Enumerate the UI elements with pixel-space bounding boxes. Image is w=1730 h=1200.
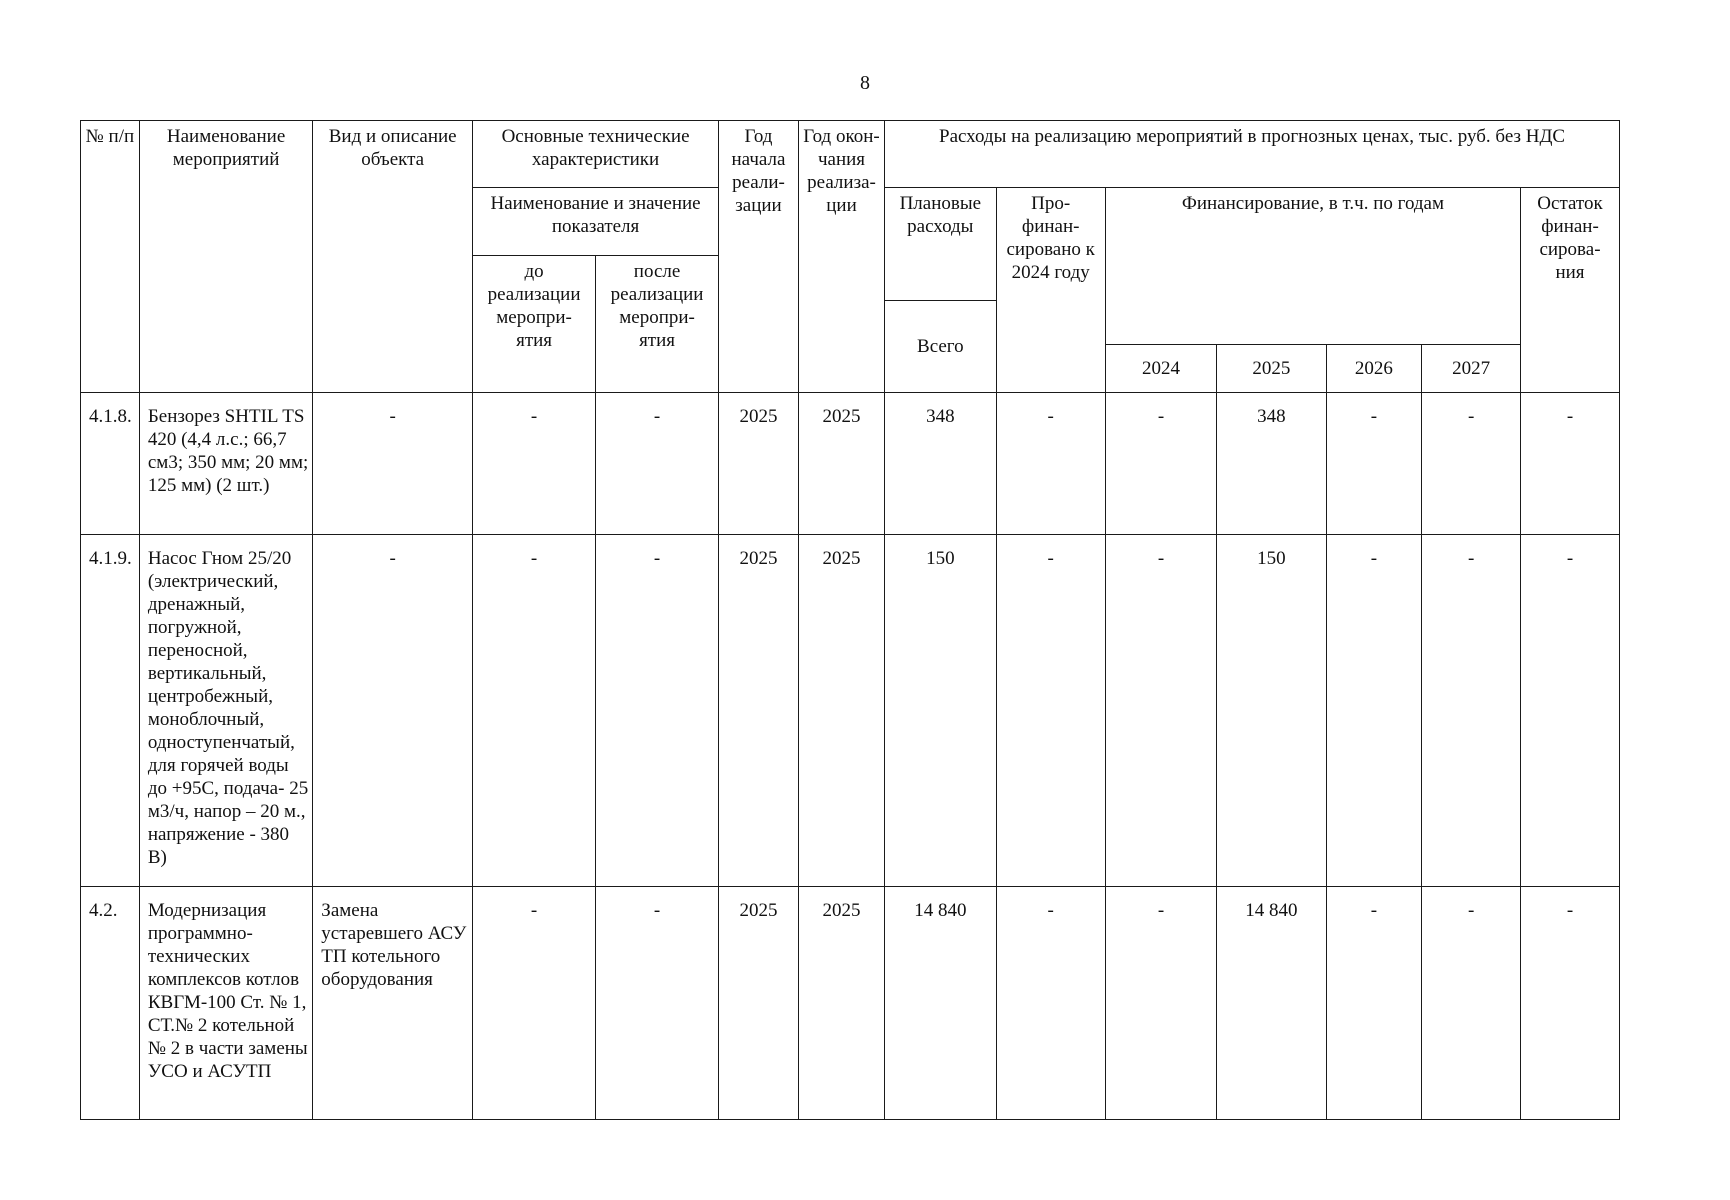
row-after: - — [596, 535, 719, 887]
header-year-end: Год окон- чания реализа- ции — [798, 121, 884, 393]
header-year-2025: 2025 — [1217, 345, 1326, 393]
row-remainder: - — [1521, 887, 1620, 1120]
row-2027: - — [1422, 393, 1521, 535]
header-after: после реализации меропри- ятия — [596, 256, 719, 393]
row-2024: - — [1105, 393, 1216, 535]
row-financed: - — [996, 535, 1105, 887]
header-year-2026: 2026 — [1326, 345, 1422, 393]
row-object: Замена устаревшего АСУ ТП котельного оборудования — [313, 887, 473, 1120]
header-year-2027: 2027 — [1422, 345, 1521, 393]
header-financed: Про- финан- сировано к 2024 году — [996, 188, 1105, 393]
table-header — [81, 121, 1620, 393]
row-after: - — [596, 887, 719, 1120]
measures-table — [80, 120, 1620, 1120]
row-name: Модернизация программно- технических комплексов котлов КВГМ-100 Ст. № 1, СТ.№ 2 котельной № 2 в части замены УСО и АСУТП — [139, 887, 312, 1120]
row-2026: - — [1326, 393, 1422, 535]
header-before: до реализации меропри- ятия — [473, 256, 596, 393]
row-num: 4.1.9. — [81, 535, 140, 887]
header-year-start: Год начала реали- зации — [719, 121, 799, 393]
header-remainder: Остаток финан- сирова- ния — [1521, 188, 1620, 393]
row-before: - — [473, 393, 596, 535]
row-2025: 348 — [1217, 393, 1326, 535]
row-year-start: 2025 — [719, 887, 799, 1120]
row-2024: - — [1105, 535, 1216, 887]
table-body — [81, 393, 1620, 1120]
table-row — [81, 535, 1620, 887]
row-remainder: - — [1521, 535, 1620, 887]
row-num: 4.2. — [81, 887, 140, 1120]
header-total: Всего — [885, 301, 996, 393]
row-before: - — [473, 887, 596, 1120]
row-2026: - — [1326, 535, 1422, 887]
row-year-end: 2025 — [798, 887, 884, 1120]
row-before: - — [473, 535, 596, 887]
header-tech: Основные технические характеристики — [473, 121, 719, 188]
row-object: - — [313, 535, 473, 887]
header-financing: Финансирование, в т.ч. по годам — [1105, 188, 1520, 345]
row-name: Бензорез SHTIL TS 420 (4,4 л.с.; 66,7 см3; 350 мм; 20 мм; 125 мм) (2 шт.) — [139, 393, 312, 535]
page-number: 8 — [860, 72, 870, 94]
row-after: - — [596, 393, 719, 535]
header-indicator: Наименование и значение показателя — [473, 188, 719, 256]
header-planned: Плановые расходы — [885, 188, 996, 301]
row-total: 348 — [885, 393, 996, 535]
header-year-2024: 2024 — [1105, 345, 1216, 393]
row-name: Насос Гном 25/20 (электрический, дренажный, погружной, переносной, вертикальный, центробежный, моноблочный, одноступенчатый, для горячей воды до +95С, подача- 25 м3/ч, напор – 20 м., напряжение - 380 В) — [139, 535, 312, 887]
table-row — [81, 887, 1620, 1120]
row-object: - — [313, 393, 473, 535]
row-2024: - — [1105, 887, 1216, 1120]
row-total: 150 — [885, 535, 996, 887]
row-num: 4.1.8. — [81, 393, 140, 535]
row-2027: - — [1422, 887, 1521, 1120]
header-object: Вид и описание объекта — [313, 121, 473, 393]
table-row — [81, 393, 1620, 535]
row-2026: - — [1326, 887, 1422, 1120]
row-year-start: 2025 — [719, 535, 799, 887]
row-year-end: 2025 — [798, 535, 884, 887]
row-2025: 14 840 — [1217, 887, 1326, 1120]
row-financed: - — [996, 393, 1105, 535]
header-name: Наименование мероприятий — [139, 121, 312, 393]
row-financed: - — [996, 887, 1105, 1120]
header-num: № п/п — [81, 121, 140, 393]
row-total: 14 840 — [885, 887, 996, 1120]
row-2025: 150 — [1217, 535, 1326, 887]
row-year-end: 2025 — [798, 393, 884, 535]
row-remainder: - — [1521, 393, 1620, 535]
row-2027: - — [1422, 535, 1521, 887]
row-year-start: 2025 — [719, 393, 799, 535]
header-expenses: Расходы на реализацию мероприятий в прогнозных ценах, тыс. руб. без НДС — [885, 121, 1620, 188]
